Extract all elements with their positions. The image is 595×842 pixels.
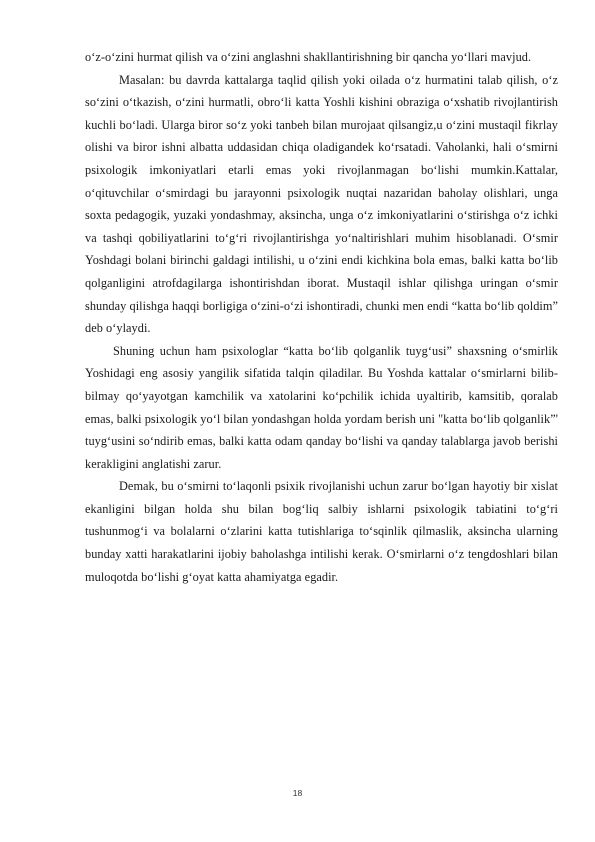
page-number: 18 — [292, 788, 303, 798]
paragraph-demak: Demak, bu o‘smirni to‘laqonli psixik rivojlanishi uchun zarur bo‘lgan hayotiy bir xislat ekanligini bilgan holda shu bilan bog‘liq salbiy ishlarni psixologik tabiatini to‘g‘ri tushunmog‘i va bolalarni o‘zlarini katta tutishlariga to‘sqinlik qilmaslik, aksincha ularning bunday xatti harakatlarini ijobiy baholashga intilishi kerak. O‘smirlarni o‘z tengdoshlari bilan muloqotda bo‘lishi g‘oyat katta ahamiyatga egadir. — [85, 479, 558, 584]
paragraph-masalan: Masalan: bu davrda kattalarga taqlid qilish yoki oilada o‘z hurmatini talab qilish, o‘z so‘zini o‘tkazish, o‘zini hurmatli, obro‘li katta Yoshli kishini obraziga o‘xshatib rivojlantirish kuchli bo‘ladi. Ularga biror so‘z yoki tanbeh bilan murojaat qilsangiz,u o‘zini mustaqil fikrlay olishi va biror ishni albatta uddasidan chiqa oladigandek ko‘rsatadi. Vaholanki, hali o‘smirni psixologik imkoniyatlari etarli emas yoki rivojlanmagan bo‘lishi mumkin.Kattalar, o‘qituvchilar o‘smirdagi bu jarayonni psixologik nuqtai nazaridan baholay olishlari, unga soxta pedagogik, yuzaki yondashmay, aksincha, unga o‘z imkoniyatlarini o‘stirishga o‘z ichki va tashqi qobiliyatlarini to‘g‘ri rivojlantirishga yo‘naltirishlari muhim hisoblanadi. O‘smir Yoshdagi bolani birinchi galdagi intilishi, u o‘zini endi kichkina bola emas, balki katta bo‘lib qolganligini atrofdagilarga ishontirishdan iborat. Mustaqil ishlar qilishga uringan o‘smir shunday qilishga haqqi borligiga o‘zini-o‘zi ishontiradi, chunki men endi “katta bo‘lib qoldim” deb o‘ylaydi. — [85, 72, 558, 336]
body-text — [85, 46, 558, 588]
paragraph-continuation: o‘z-o‘zini hurmat qilish va o‘zini anglashni shakllantirishning bir qancha yo‘llari mavjud. — [85, 50, 532, 64]
paragraph-shuning-uchun: Shuning uchun ham psixologlar “katta bo‘lib qolganlik tuyg‘usi” shaxsning o‘smirlik Yoshidagi eng asosiy yangilik sifatida talqin qiladilar. Bu Yoshda kattalar o‘smirlarni bilib-bilmay qo‘yayotgan kamchilik va xatolarini ko‘pchilik ichida uyaltirib, kamsitib, qoralab emas, balki psixologik yo‘l bilan yondashgan holda yordam berish uni "katta bo‘lib qolganlik”' tuyg‘usini so‘ndirib emas, balki katta odam qanday bo‘lishi va qanday talablarga javob berishi kerakligini anglatishi zarur. — [85, 343, 558, 471]
